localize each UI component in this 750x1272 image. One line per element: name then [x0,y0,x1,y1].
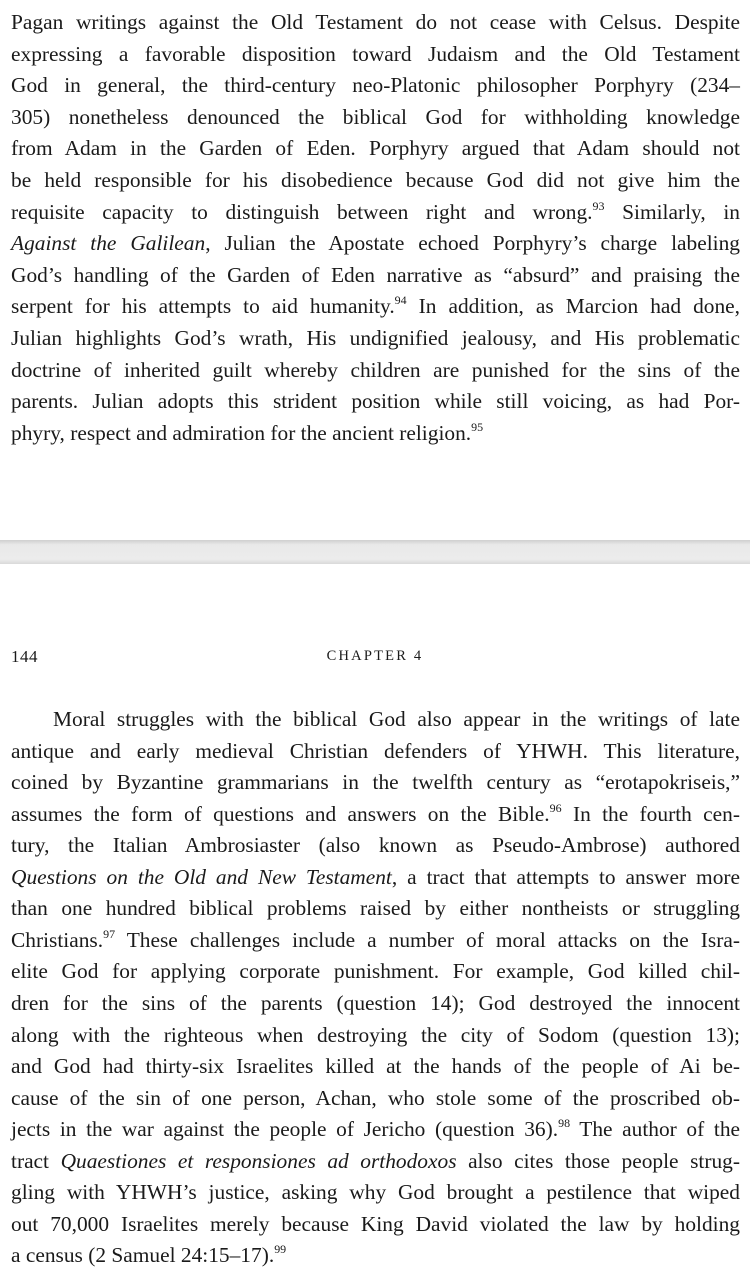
text-line [11,925,740,957]
text-line [11,197,740,229]
text-line [11,736,740,768]
text-run: tract [11,1148,61,1173]
text-run: In the fourth cen- [561,801,740,826]
text-line [11,228,740,260]
text-line [11,323,740,355]
text-line [11,1240,740,1272]
text-run: Pagan writings against the Old Testament do not cease with Celsus. Despite [11,10,740,34]
text-run: antique and early medieval Christian defenders of YHWH. This literature, [11,738,740,763]
italic-title: Quaestiones et responsiones ad orthodoxos [60,1148,457,1173]
text-line [11,830,740,862]
footnote-marker[interactable]: 99 [274,1242,287,1257]
text-run: , a tract that attempts to answer more [391,864,741,889]
text-run: Christians. [11,927,104,952]
text-run: Moral struggles with the biblical God also appear in the writings of late [53,707,740,731]
text-run: requisite capacity to distinguish between right and wrong. [11,199,593,224]
text-line [11,862,740,894]
text-run: jects in the war against the people of Jericho (question 36). [11,1117,559,1142]
text-line [11,133,740,165]
text-run: coined by Byzantine grammarians in the twelfth century as “erotapokriseis,” [11,770,740,795]
text-run: These challenges include a number of moral attacks on the Isra- [115,927,740,952]
footnote-marker[interactable]: 96 [549,800,562,815]
text-line [11,102,740,134]
text-line [11,799,740,831]
text-run: doctrine of inherited guilt whereby children are punished for the sins of the [11,357,740,382]
text-run: a census (2 Samuel 24:15–17). [11,1243,275,1268]
text-line [11,1051,740,1083]
footnote-marker[interactable]: 95 [471,419,484,434]
running-head: CHAPTER 4 [326,648,424,664]
footnote-marker[interactable]: 98 [558,1116,571,1131]
page-number: 144 [11,647,38,666]
text-line [11,260,740,292]
text-run: assumes the form of questions and answers on the Bible. [11,801,550,826]
text-run: , Julian the Apostate echoed Porphyry’s charge labeling [205,231,740,256]
text-line [11,291,740,323]
text-line [11,386,740,418]
text-run: gling with YHWH’s justice, asking why God brought a pestilence that wiped [11,1180,740,1205]
text-line [11,418,740,450]
text-run: elite God for applying corporate punishment. For example, God killed chil- [11,959,740,984]
italic-title: Against the Galilean [11,231,206,256]
previous-page [0,0,750,540]
text-run: along with the righteous when destroying the city of Sodom (question 13); [11,1022,740,1047]
text-run: Similarly, in [604,199,740,224]
text-line [11,7,740,39]
text-line [11,1177,740,1209]
text-line [11,165,740,197]
text-run: expressing a favorable disposition toward Judaism and the Old Testament [11,41,740,66]
text-line [11,767,740,799]
text-line [11,1146,740,1178]
text-line [11,39,740,71]
text-line [11,1209,740,1241]
italic-title: Questions on the Old and New Testament [11,864,392,889]
text-run: cause of the sin of one person, Achan, who stole some of the proscribed ob- [11,1085,740,1110]
text-line [11,355,740,387]
text-run: serpent for his attempts to aid humanity. [11,294,395,319]
text-run: parents. Julian adopts this strident position while still voicing, as had Por- [11,389,740,414]
text-run: and God had thirty-six Israelites killed at the hands of the people of Ai be- [11,1054,740,1079]
text-line [53,704,740,736]
text-line [11,1020,740,1052]
text-run: dren for the sins of the parents (question 14); God destroyed the innocent [11,990,740,1015]
text-run: God in general, the third-century neo-Platonic philosopher Porphyry (234– [11,73,740,98]
text-run: tury, the Italian Ambrosiaster (also known as Pseudo-Ambrose) authored [11,833,740,858]
text-run: also cites those people strug- [456,1148,740,1173]
text-line [11,1114,740,1146]
page-separator [0,540,750,564]
text-run: be held responsible for his disobedience because God did not give him the [11,168,740,192]
current-page [0,564,750,1270]
text-line [11,956,740,988]
text-run: from Adam in the Garden of Eden. Porphyry argued that Adam should not [11,136,740,161]
text-run: God’s handling of the Garden of Eden narrative as “absurd” and praising the [11,262,740,287]
text-run: 305) nonetheless denounced the biblical God for withholding knowledge [11,104,740,129]
text-run: phyry, respect and admiration for the ancient religion. [11,420,472,445]
text-run: The author of the [570,1117,741,1142]
text-run: Julian highlights God’s wrath, His undignified jealousy, and His problematic [11,326,740,350]
footnote-marker[interactable]: 94 [394,293,407,308]
text-run: In addition, as Marcion had done, [406,294,740,319]
text-run: than one hundred biblical problems raised by either nontheists or struggling [11,896,740,921]
text-line [11,70,740,102]
text-line [11,988,740,1020]
text-run: out 70,000 Israelites merely because King David violated the law by holding [11,1211,740,1236]
footnote-marker[interactable]: 93 [592,198,605,213]
text-line [11,893,740,925]
footnote-marker[interactable]: 97 [103,926,116,941]
text-line [11,1083,740,1115]
